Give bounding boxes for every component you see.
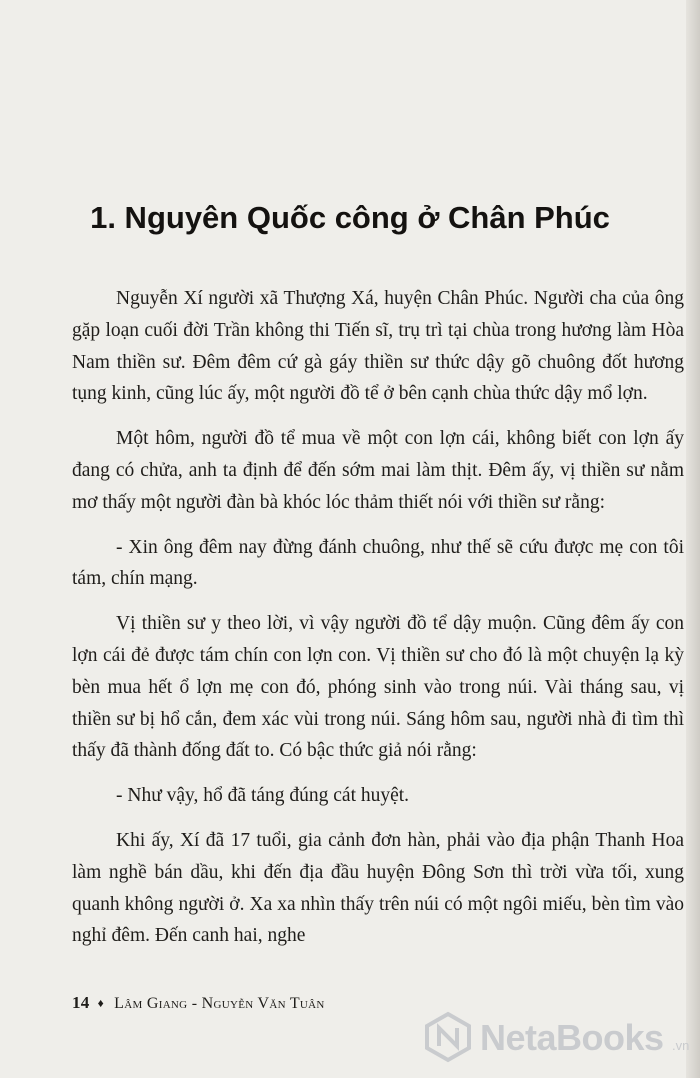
paragraph: Một hôm, người đồ tể mua về một con lợn cái, không biết con lợn ấy đang có chửa, anh ta định để đến sớm mai làm thịt. Đêm ấy, vị thiền sư nằm mơ thấy một người đàn bà khóc lóc thảm thiết nói với thiền sư rằng: bbox=[72, 428, 684, 513]
watermark bbox=[422, 1005, 692, 1067]
watermark-brand: NetaBooks bbox=[480, 1017, 664, 1058]
page-number: 14 bbox=[72, 993, 90, 1012]
paragraph: Nguyễn Xí người xã Thượng Xá, huyện Chân Phúc. Người cha của ông gặp loạn cuối đời Trần không thi Tiến sĩ, trụ trì tại chùa trong hương làm Hòa Nam thiền sư. Đêm đêm cứ gà gáy thiền sư thức dậy gõ chuông đốt hương tụng kinh, cũng lúc ấy, một người đồ tể ở bên cạnh chùa thức dậy mổ lợn. bbox=[72, 288, 684, 405]
paragraph: Khi ấy, Xí đã 17 tuổi, gia cảnh đơn hàn, phải vào địa phận Thanh Hoa làm nghề bán dầu, khi đến địa đầu huyện Đông Sơn thì trời vừa tối, xung quanh không người ở. Xa xa nhìn thấy trên núi có một ngôi miếu, bèn tìm vào nghỉ đêm. Đến canh hai, nghe bbox=[72, 829, 684, 947]
page-footer bbox=[72, 993, 325, 1013]
diamond-separator-icon: ♦ bbox=[97, 996, 105, 1010]
hexagon-logo-icon bbox=[422, 1011, 474, 1063]
chapter-title: 1. Nguyên Quốc công ở Chân Phúc bbox=[90, 200, 610, 235]
paragraph: Vị thiền sư y theo lời, vì vậy người đồ tể dậy muộn. Cũng đêm ấy con lợn cái đẻ được tám chín con lợn con. Vị thiền sư cho đó là một chuyện lạ kỳ bèn mua hết ổ lợn mẹ con đó, phóng sinh vào trong núi. Vài tháng sau, vị thiền sư bị hổ cắn, đem xác vùi trong núi. Sáng hôm sau, người nhà đi tìm thì thấy đã thành đống đất to. Có bậc thức giả nói rằng: bbox=[72, 613, 684, 762]
paragraph: - Như vậy, hổ đã táng đúng cát huyệt. bbox=[116, 785, 410, 807]
watermark-suffix: .vn bbox=[672, 1038, 690, 1053]
paragraph: - Xin ông đêm nay đừng đánh chuông, như thế sẽ cứu được mẹ con tôi tám, chín mạng. bbox=[72, 536, 684, 590]
author-name: Lâm Giang - Nguyễn Văn Tuân bbox=[114, 995, 325, 1012]
chapter-body bbox=[72, 283, 684, 965]
page-edge-shadow bbox=[686, 0, 700, 1078]
